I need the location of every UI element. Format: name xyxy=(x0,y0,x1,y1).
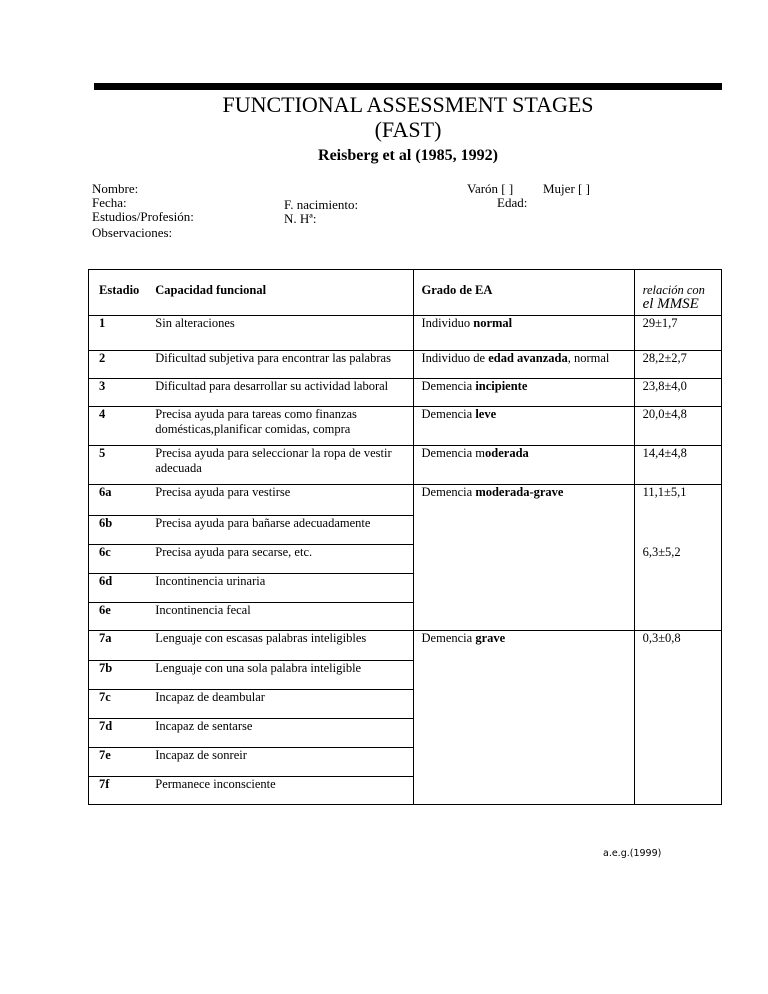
row-mmse: 11,1±5,1 xyxy=(634,485,721,516)
row-grado: Individuo normal xyxy=(413,316,634,351)
table-row xyxy=(89,690,722,719)
table-row xyxy=(89,379,722,407)
row-capacidad: Precisa ayuda para seleccionar la ropa de vestir adecuada xyxy=(147,446,413,485)
field-estudios: Estudios/Profesión: xyxy=(92,209,194,224)
fast-table xyxy=(88,269,722,805)
row-mmse: 0,3±0,8 xyxy=(634,631,721,661)
row-capacidad: Sin alteraciones xyxy=(147,316,413,351)
field-historia: N. Hª: xyxy=(284,211,317,226)
subtitle: Reisberg et al (1985, 1992) xyxy=(318,147,498,164)
row-grado: Demencia moderada xyxy=(413,446,634,485)
table-row xyxy=(89,719,722,748)
row-capacidad: Lenguaje con una sola palabra inteligible xyxy=(147,661,413,690)
field-varon: Varón [ ] xyxy=(467,181,514,196)
header-capacidad: Capacidad funcional xyxy=(147,270,413,316)
field-nombre: Nombre: xyxy=(92,181,139,196)
field-observaciones: Observaciones: xyxy=(92,225,173,240)
table-row xyxy=(89,777,722,805)
table-row xyxy=(89,516,722,545)
table-row xyxy=(89,446,722,485)
table-row xyxy=(89,316,722,351)
row-grado: Demencia moderada-grave xyxy=(413,485,634,516)
row-estadio: 7a xyxy=(89,631,148,661)
field-edad: Edad: xyxy=(497,195,528,210)
row-estadio: 7b xyxy=(89,661,148,690)
row-estadio: 6e xyxy=(89,603,148,631)
row-grado: Demencia incipiente xyxy=(413,379,634,407)
field-fecha: Fecha: xyxy=(92,195,127,210)
row-capacidad: Precisa ayuda para secarse, etc. xyxy=(147,545,413,574)
row-capacidad: Permanece inconsciente xyxy=(147,777,413,805)
row-mmse: 14,4±4,8 xyxy=(634,446,721,485)
row-capacidad: Precisa ayuda para vestirse xyxy=(147,485,413,516)
row-capacidad: Incapaz de deambular xyxy=(147,690,413,719)
table-row xyxy=(89,545,722,574)
field-nacimiento: F. nacimiento: xyxy=(284,197,359,212)
row-estadio: 5 xyxy=(89,446,148,485)
row-grado: Individuo de edad avanzada, normal xyxy=(413,351,634,379)
row-mmse: 23,8±4,0 xyxy=(634,379,721,407)
title-line-2: (FAST) xyxy=(374,117,442,142)
row-estadio: 7f xyxy=(89,777,148,805)
footer-credit: a.e.g.(1999) xyxy=(603,848,662,859)
header-relacion-line-1: relación con xyxy=(642,283,705,297)
row-estadio: 7c xyxy=(89,690,148,719)
row-estadio: 4 xyxy=(89,407,148,446)
table-row xyxy=(89,407,722,446)
row-grado: Demencia grave xyxy=(413,631,634,661)
table-row xyxy=(89,603,722,631)
table-row xyxy=(89,574,722,603)
table-row xyxy=(89,748,722,777)
row-capacidad: Precisa ayuda para bañarse adecuadamente xyxy=(147,516,413,545)
table-row xyxy=(89,485,722,516)
row-capacidad: Incontinencia urinaria xyxy=(147,574,413,603)
field-mujer: Mujer [ ] xyxy=(543,181,590,196)
header-grado: Grado de EA xyxy=(413,270,634,316)
row-mmse: 28,2±2,7 xyxy=(634,351,721,379)
row-estadio: 7d xyxy=(89,719,148,748)
row-capacidad: Dificultad para desarrollar su actividad laboral xyxy=(147,379,413,407)
title-line-1: FUNCTIONAL ASSESSMENT STAGES xyxy=(222,92,594,117)
row-capacidad: Incontinencia fecal xyxy=(147,603,413,631)
row-estadio: 6c xyxy=(89,545,148,574)
table-header-row xyxy=(89,270,722,316)
row-estadio: 2 xyxy=(89,351,148,379)
row-capacidad: Incapaz de sentarse xyxy=(147,719,413,748)
top-rule xyxy=(94,83,722,90)
row-estadio: 3 xyxy=(89,379,148,407)
row-estadio: 7e xyxy=(89,748,148,777)
row-mmse: 20,0±4,8 xyxy=(634,407,721,446)
row-grado: Demencia leve xyxy=(413,407,634,446)
row-capacidad: Incapaz de sonreir xyxy=(147,748,413,777)
table-row xyxy=(89,631,722,661)
header-relacion-line-2: el MMSE xyxy=(642,296,699,312)
row-mmse: 29±1,7 xyxy=(634,316,721,351)
header-relacion xyxy=(634,270,721,316)
row-estadio: 6d xyxy=(89,574,148,603)
table-row xyxy=(89,351,722,379)
header-estadio: Estadio xyxy=(89,270,148,316)
row-mmse: 6,3±5,2 xyxy=(634,545,721,574)
row-estadio: 1 xyxy=(89,316,148,351)
row-capacidad: Precisa ayuda para tareas como finanzas domésticas,planificar comidas, compra xyxy=(147,407,413,446)
row-estadio: 6a xyxy=(89,485,148,516)
row-estadio: 6b xyxy=(89,516,148,545)
table-row xyxy=(89,661,722,690)
row-capacidad: Dificultad subjetiva para encontrar las palabras xyxy=(147,351,413,379)
row-capacidad: Lenguaje con escasas palabras inteligibles xyxy=(147,631,413,661)
